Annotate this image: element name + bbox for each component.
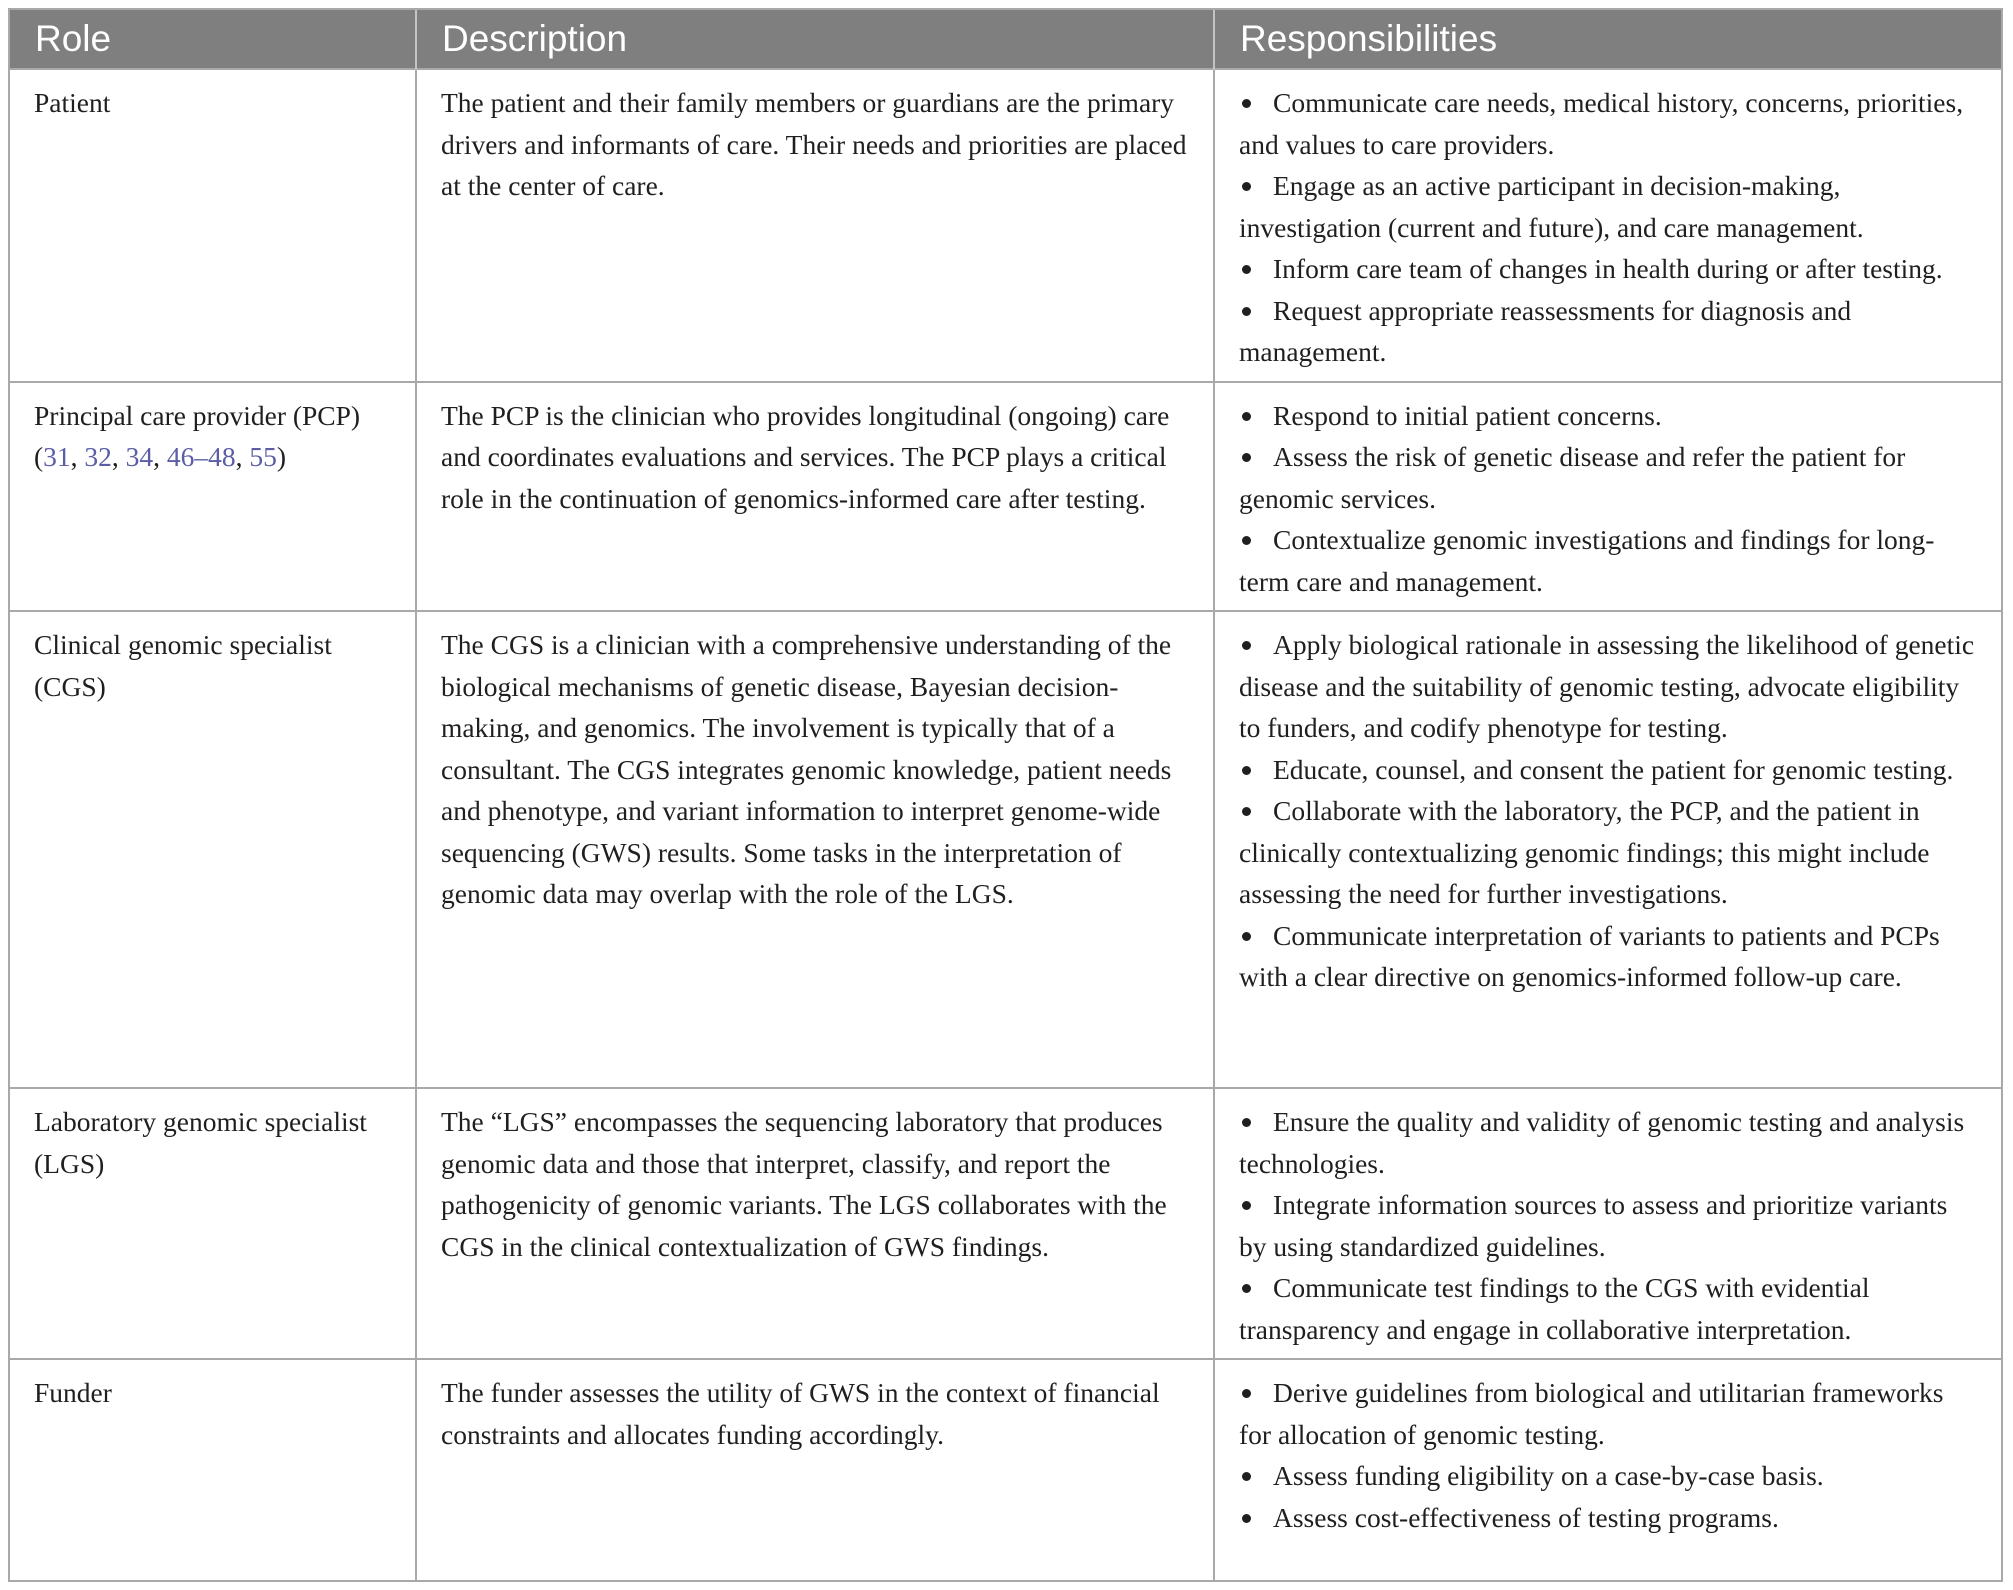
role-abbreviation: (LGS) bbox=[34, 1147, 105, 1179]
bullet-icon bbox=[1242, 1201, 1251, 1210]
responsibility-item: Ensure the quality and validity of genomic testing and analysis technologies. bbox=[1239, 1106, 1965, 1179]
responsibility-item: Apply biological rationale in assessing the likelihood of genetic disease and the suitability of genomic testing, advocate eligibility to funders, and codify phenotype for testing. bbox=[1239, 629, 1975, 743]
description-cell: The “LGS” encompasses the sequencing laboratory that produces genomic data and those that interpret, classify, and report the pathogenicity of genomic variants. The LGS collaborates with the CGS in the clinical contextualization of GWS findings. bbox=[416, 1088, 1214, 1359]
responsibility-item: Request appropriate reassessments for diagnosis and management. bbox=[1239, 294, 1852, 367]
responsibilities-cell bbox=[1214, 611, 2001, 1088]
responsibility-item: Inform care team of changes in health during or after testing. bbox=[1239, 248, 1977, 290]
reference-link[interactable]: 46–48 bbox=[166, 441, 236, 472]
bullet-icon bbox=[1242, 99, 1251, 108]
table-row-pcp bbox=[10, 382, 2001, 612]
description-cell: The PCP is the clinician who provides longitudinal (ongoing) care and coordinates evaluations and services. The PCP plays a critical role in the continuation of genomics-informed care after testing. bbox=[416, 382, 1214, 612]
bullet-icon bbox=[1242, 1118, 1251, 1127]
responsibility-item: Assess the risk of genetic disease and refer the patient for genomic services. bbox=[1239, 441, 1906, 514]
reference-link[interactable]: 31 bbox=[43, 441, 71, 472]
responsibility-item: Derive guidelines from biological and utilitarian frameworks for allocation of genomic testing. bbox=[1239, 1377, 1944, 1450]
responsibilities-cell bbox=[1214, 1088, 2001, 1359]
table-header bbox=[10, 10, 2001, 69]
responsibility-item: Contextualize genomic investigations and findings for long-term care and management. bbox=[1239, 524, 1935, 597]
reference-link[interactable]: 32 bbox=[84, 441, 112, 472]
bullet-icon bbox=[1242, 536, 1251, 545]
roles-table-container bbox=[8, 8, 2003, 1582]
role-name: Patient bbox=[34, 87, 111, 118]
responsibility-item: Assess cost-effectiveness of testing programs. bbox=[1239, 1497, 1977, 1539]
bullet-icon bbox=[1242, 641, 1251, 650]
header-role: Role bbox=[10, 10, 416, 69]
table-body bbox=[10, 69, 2001, 1580]
table-row-lgs bbox=[10, 1088, 2001, 1359]
role-name: Clinical genomic specialist bbox=[34, 629, 332, 660]
role-cell bbox=[10, 1088, 416, 1359]
role-cell bbox=[10, 1359, 416, 1580]
responsibility-item: Communicate interpretation of variants to patients and PCPs with a clear directive on genomics-informed follow-up care. bbox=[1239, 919, 1940, 992]
role-cell bbox=[10, 611, 416, 1088]
responsibilities-cell bbox=[1214, 382, 2001, 612]
responsibility-item: Engage as an active participant in decision-making, investigation (current and future), and care management. bbox=[1239, 170, 1864, 243]
bullet-icon bbox=[1242, 453, 1251, 462]
role-name: Funder bbox=[34, 1377, 112, 1408]
bullet-icon bbox=[1242, 1389, 1251, 1398]
bullet-icon bbox=[1242, 307, 1251, 316]
bullet-icon bbox=[1242, 412, 1251, 421]
description-cell: The CGS is a clinician with a comprehensive understanding of the biological mechanisms of genetic disease, Bayesian decision-making, and genomics. The involvement is typically that of a consultant. The CGS integrates genomic knowledge, patient needs and phenotype, and variant information to interpret genome-wide sequencing (GWS) results. Some tasks in the interpretation of genomic data may overlap with the role of the LGS. bbox=[416, 611, 1214, 1088]
bullet-icon bbox=[1242, 807, 1251, 816]
bullet-icon bbox=[1242, 932, 1251, 941]
table-row-cgs bbox=[10, 611, 2001, 1088]
responsibility-item: Respond to initial patient concerns. bbox=[1239, 395, 1977, 437]
bullet-icon bbox=[1242, 1472, 1251, 1481]
bullet-icon bbox=[1242, 1514, 1251, 1523]
responsibility-item: Integrate information sources to assess and prioritize variants by using standardized guidelines. bbox=[1239, 1189, 1948, 1262]
responsibilities-cell bbox=[1214, 1359, 2001, 1580]
table-row-patient bbox=[10, 69, 2001, 382]
reference-link[interactable]: 34 bbox=[125, 441, 154, 472]
responsibilities-cell bbox=[1214, 69, 2001, 382]
header-row bbox=[10, 10, 2001, 69]
role-references: (31, 32, 34, 46–48, 55) bbox=[34, 441, 287, 472]
description-cell: The patient and their family members or guardians are the primary drivers and informants of care. Their needs and priorities are placed at the center of care. bbox=[416, 69, 1214, 382]
role-cell bbox=[10, 69, 416, 382]
role-name: Principal care provider (PCP) bbox=[34, 399, 361, 431]
responsibility-item: Assess funding eligibility on a case-by-case basis. bbox=[1239, 1455, 1977, 1497]
role-name: Laboratory genomic specialist bbox=[34, 1106, 367, 1137]
table-row-funder bbox=[10, 1359, 2001, 1580]
responsibility-item: Collaborate with the laboratory, the PCP, and the patient in clinically contextualizing genomic findings; this might include assessing the need for further investigations. bbox=[1239, 795, 1930, 909]
bullet-icon bbox=[1242, 182, 1251, 191]
responsibility-item: Communicate care needs, medical history, concerns, priorities, and values to care providers. bbox=[1239, 87, 1964, 160]
reference-link[interactable]: 55 bbox=[249, 441, 277, 472]
header-responsibilities: Responsibilities bbox=[1214, 10, 2001, 69]
role-abbreviation: (CGS) bbox=[34, 670, 106, 702]
bullet-icon bbox=[1242, 265, 1251, 274]
bullet-icon bbox=[1242, 766, 1251, 775]
roles-table bbox=[10, 10, 2001, 1580]
header-description: Description bbox=[416, 10, 1214, 69]
bullet-icon bbox=[1242, 1284, 1251, 1293]
responsibility-item: Communicate test findings to the CGS with evidential transparency and engage in collaborative interpretation. bbox=[1239, 1272, 1870, 1345]
description-cell: The funder assesses the utility of GWS in the context of financial constraints and allocates funding accordingly. bbox=[416, 1359, 1214, 1580]
role-cell bbox=[10, 382, 416, 612]
responsibility-item: Educate, counsel, and consent the patient for genomic testing. bbox=[1239, 749, 1977, 791]
